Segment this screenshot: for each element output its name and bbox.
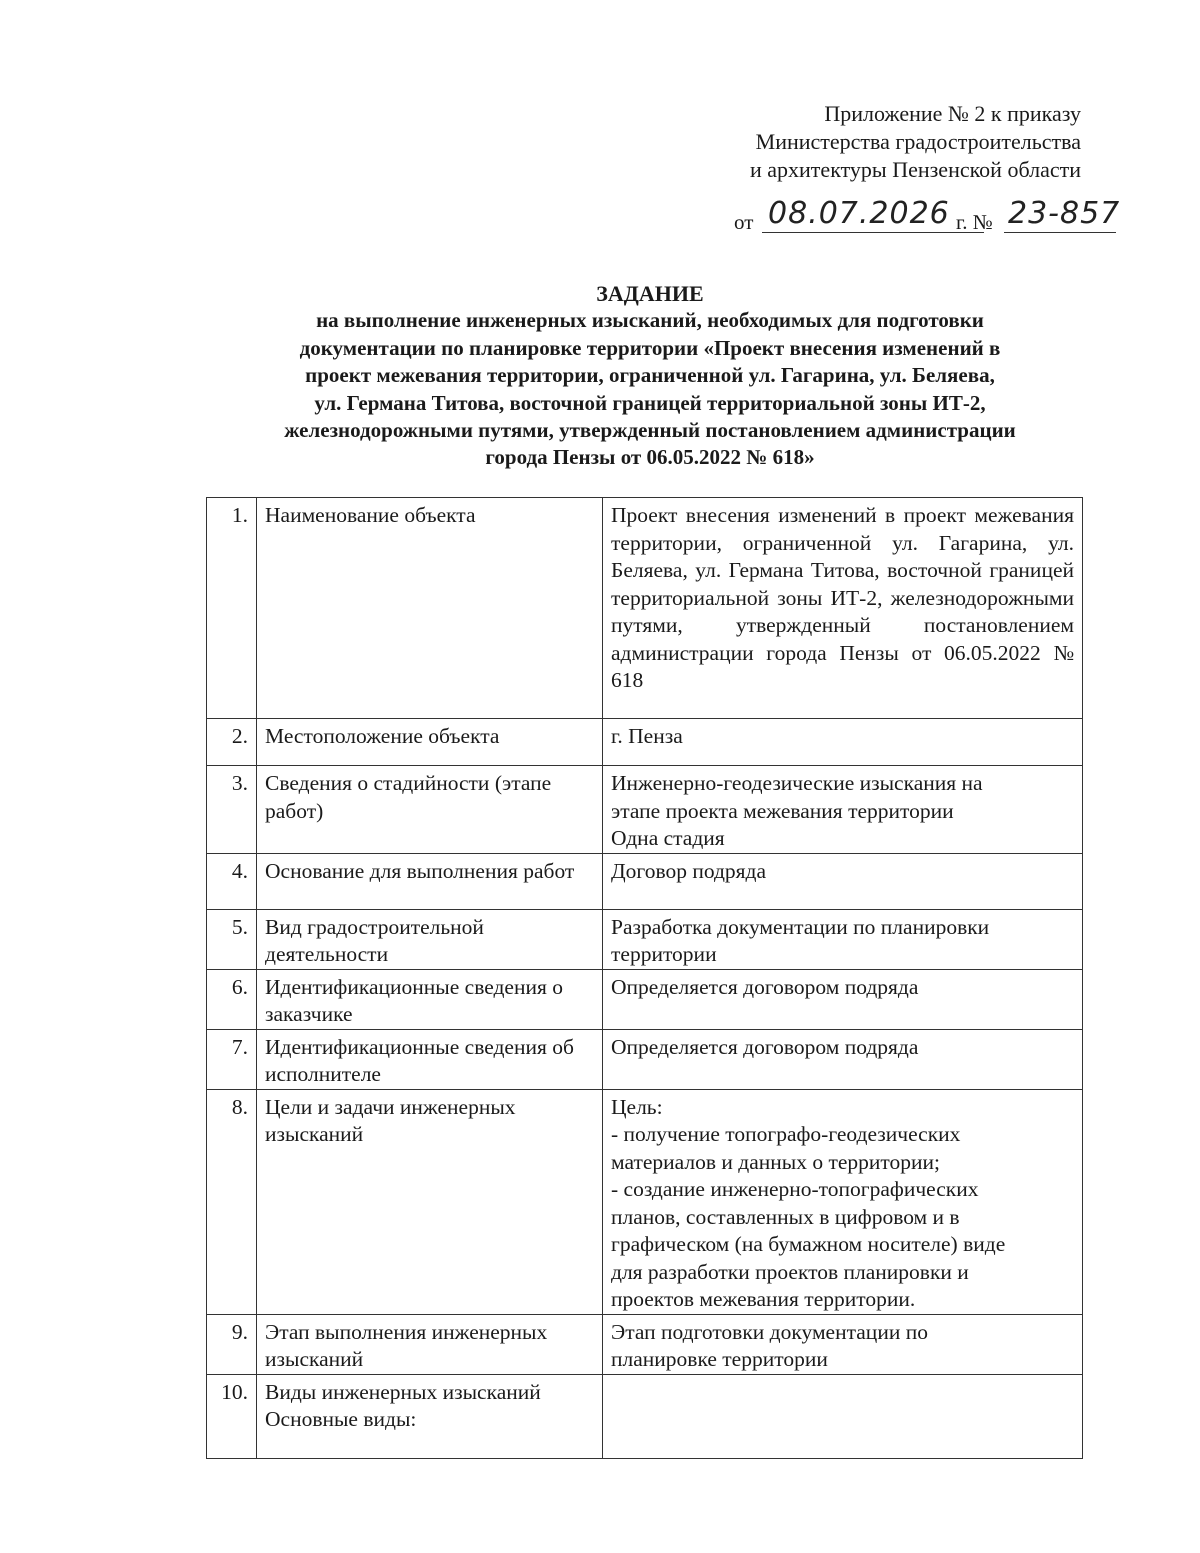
row-name bbox=[257, 1089, 603, 1314]
table-row bbox=[207, 766, 1083, 854]
table-row bbox=[207, 719, 1083, 766]
table-row bbox=[207, 1314, 1083, 1374]
table-row bbox=[207, 498, 1083, 719]
row-value bbox=[603, 1374, 1083, 1458]
row-name-line: Местоположение объекта bbox=[265, 724, 500, 748]
row-number: 6. bbox=[207, 969, 257, 1029]
row-number: 4. bbox=[207, 853, 257, 909]
row-value-line: Инженерно-геодезические изыскания на bbox=[611, 771, 983, 795]
row-name bbox=[257, 766, 603, 854]
row-value bbox=[603, 498, 1083, 719]
row-name bbox=[257, 853, 603, 909]
row-name-line: Сведения о стадийности (этапе работ) bbox=[265, 771, 552, 823]
row-value-line: проектов межевания территории. bbox=[611, 1287, 916, 1311]
title-line: проект межевания территории, ограниченной ул. Гагарина, ул. Беляева, bbox=[305, 363, 995, 388]
row-name bbox=[257, 719, 603, 766]
order-date-handwritten: 08.07.2026 bbox=[768, 196, 950, 231]
row-value-line: графическом (на бумажном носителе) виде bbox=[611, 1232, 1006, 1256]
table-row bbox=[207, 1029, 1083, 1089]
row-name-line: Этап выполнения инженерных изысканий bbox=[265, 1319, 548, 1371]
order-number-label: г. № bbox=[956, 210, 993, 234]
order-number-handwritten: 23-857 bbox=[1008, 196, 1121, 231]
appendix-line-2: Министерства градостроительства bbox=[755, 129, 1081, 154]
row-value-line: - создание инженерно-топографических bbox=[611, 1177, 979, 1201]
row-value bbox=[603, 766, 1083, 854]
title-line: ул. Германа Титова, восточной границей территориальной зоны ИТ-2, bbox=[314, 390, 986, 415]
row-name bbox=[257, 1374, 603, 1458]
row-value-line: г. Пенза bbox=[611, 724, 683, 748]
row-value-line: Этап подготовки документации по bbox=[611, 1319, 928, 1344]
row-value bbox=[603, 1089, 1083, 1314]
row-name bbox=[257, 909, 603, 969]
row-value-line: Определяется договором подряда bbox=[611, 974, 919, 999]
row-value-line: - получение топографо-геодезических bbox=[611, 1122, 961, 1146]
row-value bbox=[603, 719, 1083, 766]
title-line: города Пензы от 06.05.2022 № 618» bbox=[485, 445, 815, 470]
row-value-line: Определяется договором подряда bbox=[611, 1034, 919, 1059]
row-number: 5. bbox=[207, 909, 257, 969]
appendix-header bbox=[750, 100, 1081, 184]
appendix-line-1: Приложение № 2 к приказу bbox=[824, 101, 1081, 126]
row-value bbox=[603, 969, 1083, 1029]
row-number: 8. bbox=[207, 1089, 257, 1314]
row-value-line: материалов и данных о территории; bbox=[611, 1149, 940, 1174]
row-name-line: Вид градостроительной деятельности bbox=[265, 914, 484, 966]
row-number: 1. bbox=[207, 498, 257, 719]
row-number: 10. bbox=[207, 1374, 257, 1458]
row-name-line: Основные виды: bbox=[265, 1407, 417, 1431]
document-title bbox=[150, 280, 1150, 472]
row-name-line: Идентификационные сведения об исполнителе bbox=[265, 1034, 574, 1086]
row-number: 7. bbox=[207, 1029, 257, 1089]
table-row bbox=[207, 1374, 1083, 1458]
row-name bbox=[257, 498, 603, 719]
row-value-line: Одна стадия bbox=[611, 826, 725, 850]
row-value-line: планов, составленных в цифровом и в bbox=[611, 1204, 960, 1229]
row-number: 9. bbox=[207, 1314, 257, 1374]
row-value bbox=[603, 1029, 1083, 1089]
title-heading: ЗАДАНИЕ bbox=[596, 281, 704, 306]
table-row bbox=[207, 853, 1083, 909]
title-line: на выполнение инженерных изысканий, необходимых для подготовки bbox=[316, 308, 984, 333]
table-row bbox=[207, 1089, 1083, 1314]
row-value bbox=[603, 853, 1083, 909]
row-value-line: территории bbox=[611, 942, 717, 966]
row-name-line: Виды инженерных изысканий bbox=[265, 1379, 541, 1404]
row-value-line: Разработка документации по планировки bbox=[611, 914, 990, 939]
row-value-line: для разработки проектов планировки и bbox=[611, 1259, 969, 1284]
order-date-number bbox=[734, 196, 1124, 240]
row-value-line: Проект внесения изменений в проект межевания территории, ограниченной ул. Гагарина, ул. Беляева, ул. Германа Титова, восточной границей территориальной зоны ИТ-2, железнодорожными путями, утвержденный постановлением администрации города Пензы от 06.05.2022 № 618 bbox=[611, 503, 1074, 692]
row-value bbox=[603, 909, 1083, 969]
date-underline bbox=[762, 232, 984, 233]
table-row bbox=[207, 969, 1083, 1029]
row-name bbox=[257, 1314, 603, 1374]
number-underline bbox=[1004, 232, 1116, 233]
row-name-line: Основание для выполнения работ bbox=[265, 858, 575, 883]
row-value-line: Договор подряда bbox=[611, 858, 767, 883]
row-number: 2. bbox=[207, 719, 257, 766]
row-value-line: этапе проекта межевания территории bbox=[611, 798, 954, 823]
row-name bbox=[257, 969, 603, 1029]
row-value-line: планировке территории bbox=[611, 1347, 828, 1371]
order-prefix: от bbox=[734, 210, 754, 234]
table-row bbox=[207, 909, 1083, 969]
row-value bbox=[603, 1314, 1083, 1374]
assignment-table bbox=[206, 497, 1083, 1459]
row-name-line: Наименование объекта bbox=[265, 503, 476, 527]
title-line: документации по планировке территории «Проект внесения изменений в bbox=[299, 335, 1001, 360]
row-name-line: Цели и задачи инженерных изысканий bbox=[265, 1094, 516, 1146]
row-number: 3. bbox=[207, 766, 257, 854]
appendix-line-3: и архитектуры Пензенской области bbox=[750, 157, 1081, 182]
row-name bbox=[257, 1029, 603, 1089]
title-line: железнодорожными путями, утвержденный постановлением администрации bbox=[284, 418, 1016, 443]
row-name-line: Идентификационные сведения о заказчике bbox=[265, 974, 563, 1026]
row-value-line: Цель: bbox=[611, 1094, 663, 1119]
